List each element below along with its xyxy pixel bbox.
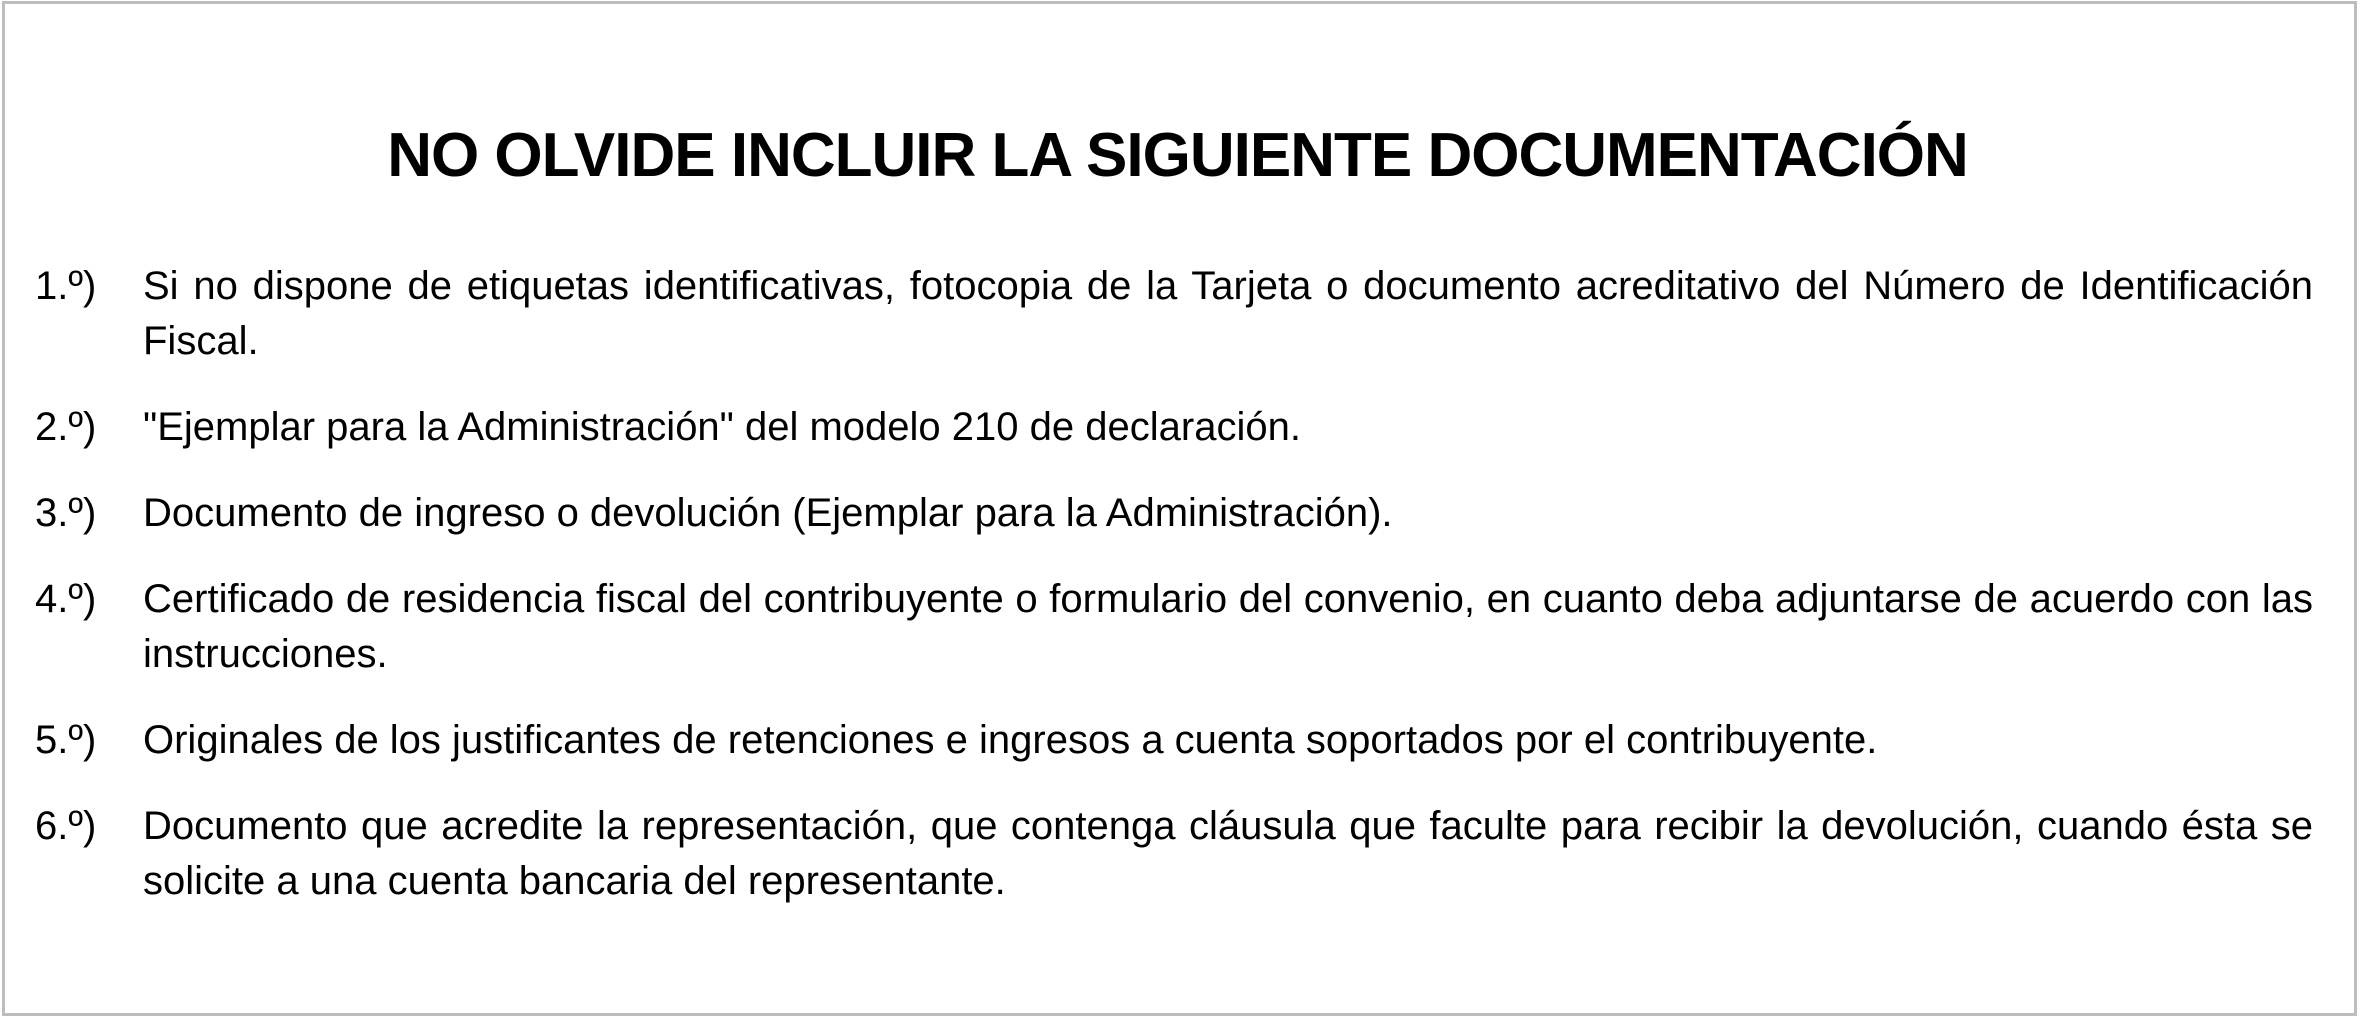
item-number: 5.º): [35, 718, 97, 762]
document-title: NO OLVIDE INCLUIR LA SIGUIENTE DOCUMENTACIÓN: [387, 121, 1968, 190]
list-item: [35, 486, 2313, 541]
list-item: [35, 713, 2313, 768]
list-item: [35, 572, 2313, 682]
item-text: Certificado de residencia fiscal del contribuyente o formulario del convenio, en cuanto deba adjuntarse de acuerdo con las instrucciones.: [143, 577, 2313, 676]
list-item: [35, 400, 2313, 455]
item-text: Si no dispone de etiquetas identificativas, fotocopia de la Tarjeta o documento acreditativo del Número de Identificación Fiscal.: [143, 264, 2313, 363]
item-number: 2.º): [35, 405, 97, 449]
item-number: 3.º): [35, 491, 97, 535]
item-number: 6.º): [35, 804, 97, 848]
item-text: "Ejemplar para la Administración" del modelo 210 de declaración.: [143, 405, 1301, 449]
document-frame: [2, 1, 2357, 1016]
item-text: Documento que acredite la representación, que contenga cláusula que faculte para recibir la devolución, cuando ésta se solicite a una cuenta bancaria del representante.: [143, 804, 2313, 903]
item-text: Documento de ingreso o devolución (Ejemplar para la Administración).: [143, 491, 1393, 535]
item-text: Originales de los justificantes de retenciones e ingresos a cuenta soportados por el contribuyente.: [143, 718, 1878, 762]
item-number: 1.º): [35, 264, 97, 308]
item-number: 4.º): [35, 577, 97, 621]
documentation-list: [35, 259, 2313, 909]
list-item: [35, 259, 2313, 369]
list-item: [35, 799, 2313, 909]
